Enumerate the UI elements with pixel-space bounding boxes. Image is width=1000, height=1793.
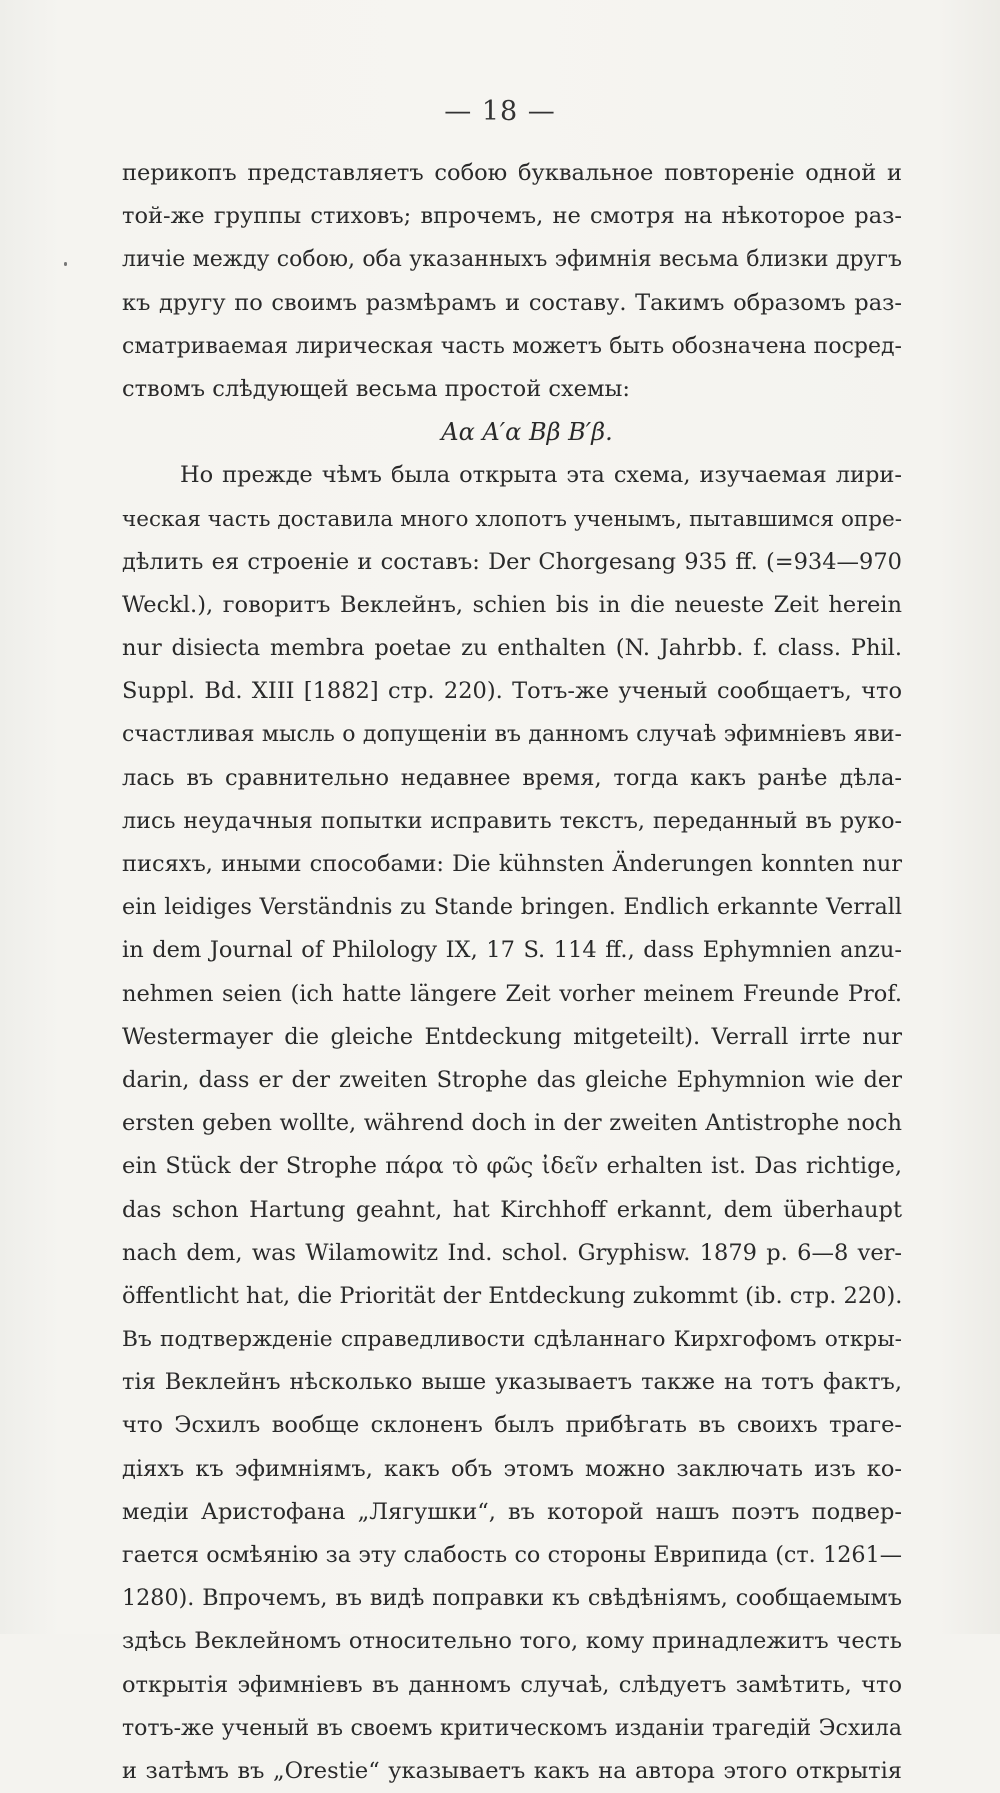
- body-text: [122, 152, 902, 1793]
- text-line: дiяхъ къ эфимнiямъ, какъ объ этомъ можно заключать изъ ко-: [122, 1455, 902, 1482]
- text-line: Weckl.), говоритъ Веклейнъ, schien bis in die neueste Zeit herein: [122, 591, 902, 618]
- page-number: — 18 —: [444, 96, 556, 127]
- text-line: in dem Journal of Philology IX, 17 S. 114 ff., dass Ephymnien anzu-: [122, 937, 902, 964]
- text-line: nach dem, was Wilamowitz Ind. schol. Gryphisw. 1879 p. 6—8 ver-: [122, 1239, 902, 1266]
- text-line: личiе между собою, оба указанныхъ эфимнiя весьма близки другъ: [122, 247, 902, 273]
- text-line: Westermayer die gleiche Entdeckung mitgeteilt). Verrall irrte nur: [122, 1023, 902, 1050]
- text-line: перикопъ представляетъ собою буквальное повторенiе одной и: [122, 160, 902, 186]
- text-line: медiи Аристофана „Лягушки“, въ которой нашъ поэтъ подвер-: [122, 1498, 902, 1525]
- text-line: дѣлить ея строенiе и составъ: Der Chorgesang 935 ff. (=934—970: [122, 548, 902, 575]
- text-line: öffentlicht hat, die Priorität der Entdeckung zukommt (ib. стр. 220).: [122, 1282, 903, 1309]
- text-line: лась въ сравнительно недавнее время, тогда какъ ранѣе дѣла-: [122, 764, 902, 791]
- text-line: сматриваемая лирическая часть можетъ быть обозначена посред-: [122, 333, 902, 359]
- text-line: къ другу по своимъ размѣрамъ и составу. Такимъ образомъ раз-: [122, 289, 902, 316]
- text-line: тотъ-же ученый въ своемъ критическомъ изданiи трагедiй Эсхила: [122, 1715, 902, 1741]
- text-line: писяхъ, иными способами: Die kühnsten Änderungen konnten nur: [122, 851, 902, 877]
- text-line: ствомъ слѣдующей весьма простой схемы:: [122, 375, 630, 402]
- text-line: и затѣмъ въ „Orestie“ указываетъ какъ на автора этого открытiя: [122, 1757, 902, 1784]
- text-line: ein Stück der Strophe πάρα τὸ φῶς ἰδεῖν erhalten ist. Das richtige,: [122, 1153, 902, 1180]
- text-line: nehmen seien (ich hatte längere Zeit vorher meinem Freunde Prof.: [122, 980, 902, 1007]
- text-line: Но прежде чѣмъ была открыта эта схема, изучаемая лири-: [180, 462, 902, 489]
- text-line: 1280). Впрочемъ, въ видѣ поправки къ свѣдѣнiямъ, сообщаемымъ: [122, 1585, 902, 1612]
- text-line: Suppl. Bd. XIII [1882] стр. 220). Тотъ-же ученый сообщаетъ, что: [122, 678, 902, 705]
- text-line: Въ подтвержденiе справедливости сдѣланнаго Кирхгофомъ откры-: [122, 1327, 902, 1353]
- text-line: счастливая мысль о допущенiи въ данномъ случаѣ эфимнiевъ яви-: [122, 722, 902, 748]
- text-line: ческая часть доставила много хлопотъ ученымъ, пытавшимся опре-: [122, 506, 902, 532]
- text-line: открытiя эфимнiевъ въ данномъ случаѣ, слѣдуетъ замѣтить, что: [122, 1671, 902, 1698]
- text-line: гается осмѣянiю за эту слабость со стороны Еврипида (ст. 1261—: [122, 1542, 902, 1568]
- margin-speck: [64, 262, 67, 266]
- text-line: той-же группы стиховъ; впрочемъ, не смотря на нѣкоторое раз-: [122, 203, 902, 230]
- scheme-formula: Aα A′α Bβ B′β.: [441, 418, 613, 447]
- text-line: ein leidiges Verständnis zu Stande bringen. Endlich erkannte Verrall: [122, 894, 902, 921]
- text-line: тiя Веклейнъ нѣсколько выше указываетъ также на тотъ фактъ,: [122, 1369, 902, 1396]
- text-line: nur disiecta membra poetae zu enthalten (N. Jahrbb. f. class. Phil.: [122, 635, 902, 662]
- text-line: ersten geben wollte, während doch in der zweiten Antistrophe noch: [122, 1110, 902, 1137]
- text-line: здѣсь Веклейномъ относительно того, кому принадлежитъ честь: [122, 1628, 902, 1655]
- text-line: лись неудачныя попытки исправить текстъ, переданный въ руко-: [122, 807, 902, 834]
- text-line: darin, dass er der zweiten Strophe das gleiche Ephymnion wie der: [122, 1066, 902, 1093]
- text-line: das schon Hartung geahnt, hat Kirchhoff erkannt, dem überhaupt: [122, 1196, 902, 1223]
- text-line: что Эсхилъ вообще склоненъ былъ прибѣгать въ своихъ траге-: [122, 1412, 902, 1439]
